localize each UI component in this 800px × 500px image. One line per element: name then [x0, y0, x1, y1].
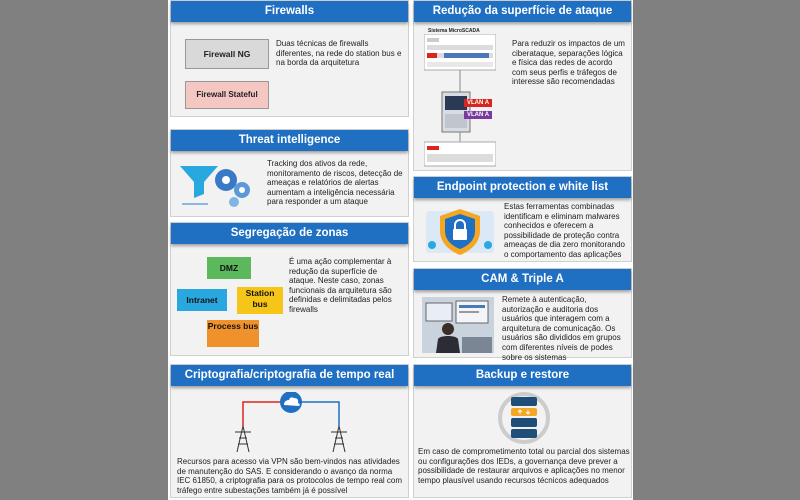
database-sync-icon — [496, 389, 552, 447]
crypto-title: Criptografia/criptografia de tempo real — [171, 365, 408, 386]
cam-title: CAM & Triple A — [414, 269, 631, 290]
attack-surface-title: Redução da superfície de ataque — [414, 1, 631, 22]
firewalls-card — [170, 0, 409, 117]
cam-text: Remete à autenticação, autorização e auditoria dos usuários que interagem com a arquitetura de comunicação. Os usuários são divididos em grupos com diferentes níveis de podes sobre os sistemas — [502, 295, 621, 362]
backup-text: Em caso de comprometimento total ou parcial dos sistemas ou configurações dos IEDs, a governança deve prever a possibilidade de restaurar arquivos e aplicações no menor tempo plausível usando recursos técnicos adequados — [418, 447, 630, 485]
crypto-card — [170, 364, 409, 498]
firewalls-text: Duas técnicas de firewalls diferentes, na rede do station bus e na borda da arquitetura — [276, 39, 402, 68]
zones-text: É uma ação complementar à redução da superfície de ataque. Neste caso, zonas funcionais da arquitetura são definidas e delimitadas pelos firewalls — [289, 257, 392, 314]
cloud-towers-illustration — [231, 392, 351, 454]
firewall-ng-box: Firewall NG — [185, 39, 269, 69]
endpoint-text: Estas ferramentas combinadas identificam e eliminam malwares conhecidos e oferecem a possibilidade de proteção contra ameaças de dia zero monitorando o comportamento das aplicações — [504, 202, 625, 259]
zones-card — [170, 222, 409, 356]
vlan-a-tag: VLAN A — [464, 99, 492, 107]
control-room-photo — [422, 297, 494, 353]
firewalls-title: Firewalls — [171, 1, 408, 22]
microscada-label: Sistema MicroSCADA — [428, 28, 480, 34]
zone-intranet: Intranet — [177, 289, 227, 311]
zone-station-bus: Station bus — [237, 287, 283, 314]
backup-title: Backup e restore — [414, 365, 631, 386]
shield-lock-icon — [424, 205, 496, 257]
threat-intelligence-title: Threat intelligence — [171, 130, 408, 151]
attack-surface-card — [413, 0, 632, 171]
zone-process-bus: Process bus — [207, 320, 259, 347]
funnel-gears-icon — [178, 162, 258, 208]
crypto-text: Recursos para acesso via VPN são bem-vindos nas atividades de manutenção do SAS. E considerando o avanço da norma IEC 61850, a criptografia para os protocolos de tempo real com tráfego entre subestações também já é possível — [177, 457, 403, 495]
endpoint-card — [413, 176, 632, 262]
vlan-b-tag: VLAN A — [464, 111, 492, 119]
backup-card — [413, 364, 632, 498]
cam-card — [413, 268, 632, 362]
zones-title: Segregação de zonas — [171, 223, 408, 244]
firewall-stateful-box: Firewall Stateful — [185, 81, 269, 109]
threat-intelligence-card — [170, 129, 409, 217]
threat-intelligence-text: Tracking dos ativos da rede, monitoramento de riscos, detecção de ameaças e relatórios de alertas aumentam a inteligência necessária para responder a um ataque — [267, 159, 403, 207]
infographic-sheet — [168, 0, 633, 500]
zone-dmz: DMZ — [207, 257, 251, 279]
endpoint-title: Endpoint protection e white list — [414, 177, 631, 198]
attack-surface-text: Para reduzir os impactos de um ciberataque, separações lógica e física das redes de acordo com seus perfis e tráfegos de interesse são recomendadas — [512, 39, 625, 87]
